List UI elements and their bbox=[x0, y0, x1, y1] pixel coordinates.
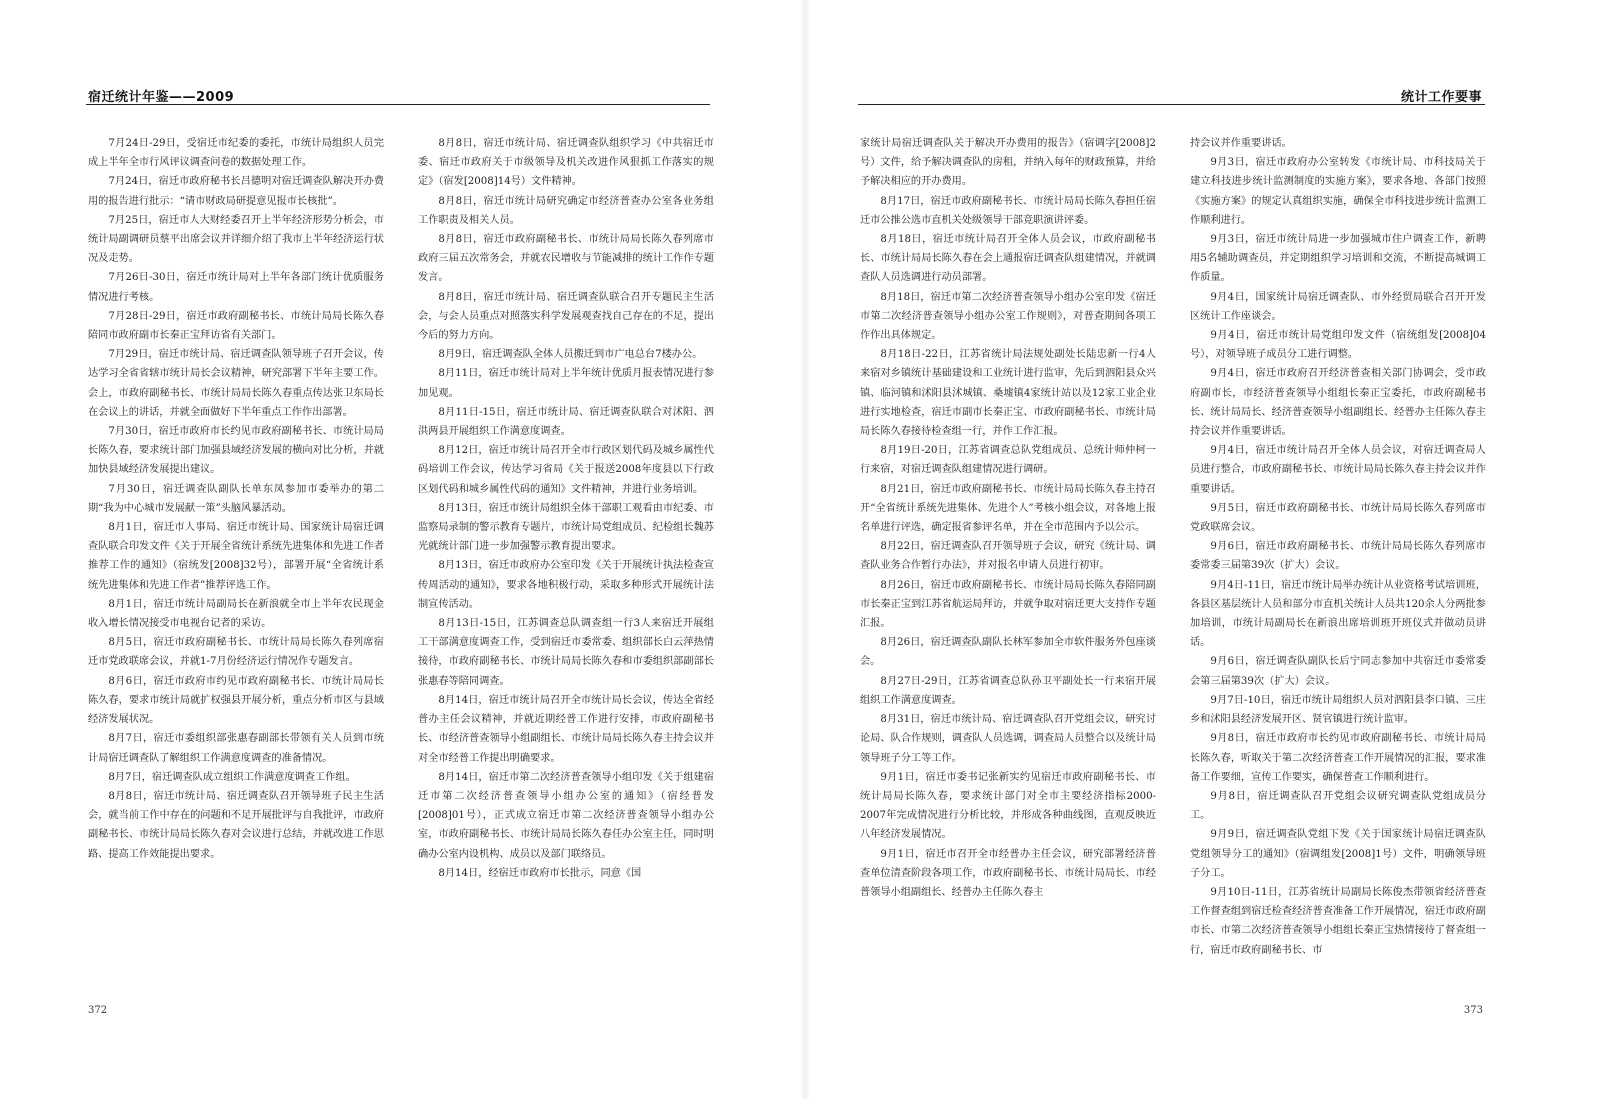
chronicle-entry: 8月8日，宿迁市政府副秘书长、市统计局局长陈久春列席市政府三届五次常务会，并就农民增收与节能减排的统计工作作专题发言。 bbox=[418, 234, 714, 284]
chronicle-entry: 9月8日，宿迁调查队召开党组会议研究调查队党组成员分工。 bbox=[1190, 790, 1486, 822]
chronicle-entry: 8月26日，宿迁市政府副秘书长、市统计局局长陈久春陪同副市长秦正宝到江苏省航运局拜访，并就争取对宿迁更大支持作专题汇报。 bbox=[860, 579, 1156, 630]
chronicle-entry: 9月1日，宿迁市召开全市经普办主任会议，研究部署经济普查单位清查阶段各项工作，市政府副秘书长、市统计局局长、市经普领导小组副组长、经普办主任陈久春主 bbox=[860, 848, 1156, 898]
chronicle-entry: 9月3日，宿迁市统计局进一步加强城市住户调查工作，新聘用5名辅助调查员，并定期组织学习培训和交流，不断提高城调工作质量。 bbox=[1190, 234, 1486, 284]
chronicle-entry: 8月1日，宿迁市统计局副局长在新浪就全市上半年农民现金收入增长情况接受市电视台记者的采访。 bbox=[88, 598, 384, 630]
chronicle-entry: 8月14日，宿迁市统计局召开全市统计局长会议，传达全省经普办主任会议精神，并就近期经普工作进行安排，市政府副秘书长、市经济普查领导小组副组长、市统计局局长陈久春主持会议并对全市经普工作提出明确要求。 bbox=[418, 694, 714, 764]
chronicle-entry: 9月1日，宿迁市委书记张新实约见宿迁市政府副秘书长、市统计局局长陈久春，要求统计部门对全市主要经济指标2000-2007年完成情况进行分析比较，并形成各种曲线图，直观反映近八年经济发展情况。 bbox=[860, 771, 1156, 841]
chronicle-entry: 8月13日，宿迁市政府办公室印发《关于开展统计执法检查宣传周活动的通知》，要求各地积极行动，采取多种形式开展统计法制宣传活动。 bbox=[418, 560, 714, 610]
chronicle-entry: 7月24日-29日，受宿迁市纪委的委托，市统计局组织人员完成上半年全市行风评议调查问卷的数据处理工作。 bbox=[88, 138, 384, 169]
chronicle-entry: 8月7日，宿迁市委组织部张惠春副部长带领有关人员到市统计局宿迁调查队了解组织工作满意度调查的准备情况。 bbox=[88, 733, 384, 764]
chronicle-entry: 9月9日，宿迁调查队党组下发《关于国家统计局宿迁调查队党组领导分工的通知》（宿调组发[2008]1号）文件，明确领导班子分工。 bbox=[1190, 829, 1486, 879]
chronicle-entry: 8月22日，宿迁调查队召开领导班子会议，研究《统计局、调查队业务合作暂行办法》，并对报名申请人员进行初审。 bbox=[860, 541, 1156, 572]
chronicle-entry: 8月18日，宿迁市统计局召开全体人员会议，市政府副秘书长、市统计局局长陈久春在会上通报宿迁调查队组建情况，并就调查队人员选调进行动员部署。 bbox=[860, 234, 1156, 284]
chronicle-entry: 9月5日，宿迁市政府副秘书长、市统计局局长陈久春列席市党政联席会议。 bbox=[1190, 502, 1486, 534]
chronicle-entry: 8月19日-20日，江苏省调查总队党组成员、总统计师仲柯一行来宿，对宿迁调查队组建情况进行调研。 bbox=[860, 445, 1156, 476]
left-column-2 bbox=[418, 134, 714, 972]
page-number-left: 372 bbox=[88, 1005, 108, 1016]
chronicle-entry: 8月8日，宿迁市统计局、宿迁调查队召开领导班子民主生活会，就当前工作中存在的问题和不足开展批评与自我批评，市政府副秘书长、市统计局局长陈久春对会议进行总结，并就改进工作思路、提高工作效能提出要求。 bbox=[88, 790, 384, 860]
header-rule-right bbox=[858, 104, 1485, 105]
chronicle-entry: 8月1日，宿迁市人事局、宿迁市统计局、国家统计局宿迁调查队联合印发文件《关于开展全省统计系统先进集体和先进工作者推荐工作的通知》（宿统发[2008]32号），部署开展“全省统计系统先进集体和先进工作者”推荐评选工作。 bbox=[88, 522, 384, 591]
chronicle-entry: 7月24日，宿迁市政府秘书长吕德明对宿迁调查队解决开办费用的报告进行批示：“请市财政局研提意见报市长核批”。 bbox=[88, 176, 384, 207]
right-column-2 bbox=[1190, 134, 1486, 972]
chronicle-entry: 8月13日-15日，江苏调查总队调查组一行3人来宿迁开展组工干部满意度调查工作，受到宿迁市委常委、组织部长白云萍热情接待，市政府副秘书长、市统计局局长陈久春和市委组织部副部长张惠春等陪同调查。 bbox=[418, 618, 714, 687]
chronicle-entry: 7月30日，宿迁调查队副队长单东凤参加市委举办的第二期“我为中心城市发展献一策”头脑风暴活动。 bbox=[88, 483, 384, 514]
chronicle-entry: 8月21日，宿迁市政府副秘书长、市统计局局长陈久春主持召开“全省统计系统先进集体、先进个人”考核小组会议，对各地上报名单进行评选，确定报省参评名单，并在全市范围内予以公示。 bbox=[860, 483, 1156, 534]
chronicle-entry: 8月12日，宿迁市统计局召开全市行政区划代码及城乡属性代码培训工作会议，传达学习省局《关于报送2008年度县以下行政区划代码和城乡属性代码的通知》文件精神，并进行业务培训。 bbox=[418, 445, 714, 495]
chronicle-entry: 9月4日-11日，宿迁市统计局举办统计从业资格考试培训班，各县区基层统计人员和部分市直机关统计人员共120余人分两批参加培训，市统计局副局长在新浪出席培训班开班仪式并做动员讲话。 bbox=[1190, 579, 1486, 649]
chronicle-entry: 9月7日-10日，宿迁市统计局组织人员对泗阳县李口镇、三庄乡和沭阳县经济发展开区、贤官镇进行统计监审。 bbox=[1190, 694, 1486, 726]
left-page bbox=[0, 0, 804, 1099]
chronicle-entry: 9月3日，宿迁市政府办公室转发《市统计局、市科技局关于建立科技进步统计监测制度的实施方案》，要求各地、各部门按照《实施方案》的规定认真组织实施，确保全市科技进步统计监测工作顺利进行。 bbox=[1190, 157, 1486, 226]
chronicle-entry: 9月4日，宿迁市政府召开经济普查相关部门协调会，受市政府副市长，市经济普查领导小组组长秦正宝委托，市政府副秘书长、统计局局长、经济普查领导小组副组长、经普办主任陈久春主持会议并作重要讲话。 bbox=[1190, 368, 1486, 438]
chronicle-entry: 8月5日，宿迁市政府副秘书长、市统计局局长陈久春列席宿迁市党政联席会议，并就1-7月份经济运行情况作专题发言。 bbox=[88, 637, 384, 668]
chronicle-entry: 9月8日，宿迁市政府市长约见市政府副秘书长、市统计局局长陈久春，听取关于第二次经济普查工作开展情况的汇报，要求准备工作要细，宣传工作要实，确保普查工作顺利进行。 bbox=[1190, 733, 1486, 783]
chronicle-entry: 持会议并作重要讲话。 bbox=[1190, 138, 1292, 149]
chronicle-entry: 9月6日，宿迁市政府副秘书长、市统计局局长陈久春列席市委常委三届第39次（扩大）会议。 bbox=[1190, 541, 1486, 572]
chronicle-entry: 8月31日，宿迁市统计局、宿迁调查队召开党组会议，研究讨论局、队合作规则，调查队人员选调，调查局人员整合以及统计局领导班子分工等工作。 bbox=[860, 714, 1156, 764]
chronicle-entry: 8月18日，宿迁市第二次经济普查领导小组办公室印发《宿迁市第二次经济普查领导小组办公室工作规则》，对普查期间各项工作作出具体规定。 bbox=[860, 291, 1156, 342]
chronicle-entry: 8月11日，宿迁市统计局对上半年统计优质月报表情况进行参加见观。 bbox=[418, 368, 714, 399]
chronicle-entry: 9月6日，宿迁调查队副队长后宁同志参加中共宿迁市委常委会第三届第39次（扩大）会议。 bbox=[1190, 656, 1486, 687]
chronicle-entry: 8月14日，宿迁市第二次经济普查领导小组印发《关于组建宿迁市第二次经济普查领导小组办公室的通知》（宿经普发[2008]01号），正式成立宿迁市第二次经济普查领导小组办公室，市政府副秘书长、市统计局局长陈久春任办公室主任，同时明确办公室内设机构、成员以及部门联络员。 bbox=[418, 771, 714, 860]
chronicle-entry: 9月4日，宿迁市统计局召开全体人员会议，对宿迁调查局人员进行整合，市政府副秘书长、市统计局局长陈久春主持会议并作重要讲话。 bbox=[1190, 445, 1486, 495]
chronicle-entry: 8月9日，宿迁调查队全体人员搬迁到市广电总台7楼办公。 bbox=[438, 349, 703, 361]
chronicle-entry: 7月25日，宿迁市人大财经委召开上半年经济形势分析会，市统计局副调研员蔡平出席会议并详细介绍了我市上半年经济运行状况及走势。 bbox=[88, 214, 384, 265]
chronicle-entry: 7月26日-30日，宿迁市统计局对上半年各部门统计优质服务情况进行考核。 bbox=[88, 272, 384, 303]
chronicle-entry: 8月27日-29日，江苏省调查总队孙卫平副处长一行来宿开展组织工作满意度调查。 bbox=[860, 675, 1156, 706]
chronicle-entry: 8月14日，经宿迁市政府市长批示，同意《国 bbox=[438, 867, 642, 879]
chronicle-entry: 8月8日，宿迁市统计局研究确定市经济普查办公室各业务组工作职责及相关人员。 bbox=[418, 195, 714, 226]
running-head-left: 宿迁统计年鉴——2009 bbox=[88, 90, 235, 105]
running-head-right: 统计工作要事 bbox=[1400, 90, 1482, 105]
right-page bbox=[805, 0, 1609, 1099]
right-column-1 bbox=[860, 134, 1156, 972]
chronicle-entry: 8月13日，宿迁市统计局组织全体干部职工观看由市纪委、市监察局录制的警示教育专题片，市统计局党组成员、纪检组长魏苏光就统计部门进一步加强警示教育提出要求。 bbox=[418, 502, 714, 553]
chronicle-entry: 8月26日，宿迁调查队副队长林军参加全市软件服务外包座谈会。 bbox=[860, 637, 1156, 668]
chronicle-entry: 8月7日，宿迁调查队成立组织工作满意度调查工作组。 bbox=[108, 771, 356, 783]
chronicle-entry: 8月17日，宿迁市政府副秘书长、市统计局局长陈久春担任宿迁市公推公选市直机关处级领导干部竞职演讲评委。 bbox=[860, 195, 1156, 226]
chronicle-entry: 7月28日-29日，宿迁市政府副秘书长、市统计局局长陈久春陪同市政府副市长秦正宝拜访省有关部门。 bbox=[88, 310, 384, 342]
header-rule-left bbox=[86, 104, 710, 105]
left-column-1 bbox=[88, 134, 384, 972]
chronicle-entry: 9月4日，国家统计局宿迁调查队、市外经贸局联合召开开发区统计工作座谈会。 bbox=[1190, 291, 1486, 322]
chronicle-entry: 9月4日，宿迁市统计局党组印发文件（宿统组发[2008]04号），对领导班子成员分工进行调整。 bbox=[1190, 330, 1486, 361]
chronicle-entry: 7月30日，宿迁市政府市长约见市政府副秘书长、市统计局局长陈久春，要求统计部门加强县域经济发展的横向对比分析，并就加快县域经济发展提出建议。 bbox=[88, 426, 384, 476]
page-number-right: 373 bbox=[1463, 1005, 1483, 1016]
chronicle-entry: 家统计局宿迁调查队关于解决开办费用的报告》（宿调字[2008]2号）文件，给予解决调查队的房租，并纳入每年的财政预算，并给予解决相应的开办费用。 bbox=[860, 138, 1156, 188]
chronicle-entry: 9月10日-11日，江苏省统计局副局长陈俊杰带领省经济普查工作督查组到宿迁检查经济普查准备工作开展情况，宿迁市政府副市长、市第二次经济普查领导小组组长秦正宝热情接待了督查组一行，宿迁市政府副秘书长、市 bbox=[1190, 886, 1486, 956]
chronicle-entry: 8月6日，宿迁市政府市约见市政府副秘书长、市统计局局长陈久春，要求市统计局就扩权强县开展分析，重点分析市区与县域经济发展状况。 bbox=[88, 675, 384, 726]
chronicle-entry: 7月29日，宿迁市统计局、宿迁调查队领导班子召开会议，传达学习全省省辖市统计局长会议精神，研究部署下半年主要工作。会上，市政府副秘书长、市统计局局长陈久春重点传达张卫东局长在会议上的讲话，并就全面做好下半年重点工作作出部署。 bbox=[88, 349, 384, 418]
chronicle-entry: 8月8日，宿迁市统计局、宿迁调查队联合召开专题民主生活会，与会人员重点对照落实科学发展观查找自己存在的不足，提出今后的努力方向。 bbox=[418, 291, 714, 342]
chronicle-entry: 8月8日，宿迁市统计局、宿迁调查队组织学习《中共宿迁市委、宿迁市政府关于市级领导及机关改进作风狠抓工作落实的规定》（宿发[2008]14号）文件精神。 bbox=[418, 138, 714, 188]
chronicle-entry: 8月18日-22日，江苏省统计局法规处副处长陆忠新一行4人来宿对乡镇统计基础建设和工业统计进行监审，先后到泗阳县众兴镇、临河镇和沭阳县沭城镇、桑墟镇4家统计站以及12家工业企业进行实地检查，宿迁市副市长秦正宝、市政府副秘书长、市统计局局长陈久春接待检查组一行，并作工作汇报。 bbox=[860, 349, 1156, 438]
chronicle-entry: 8月11日-15日，宿迁市统计局、宿迁调查队联合对沭阳、泗洪两县开展组织工作满意度调查。 bbox=[418, 406, 714, 438]
